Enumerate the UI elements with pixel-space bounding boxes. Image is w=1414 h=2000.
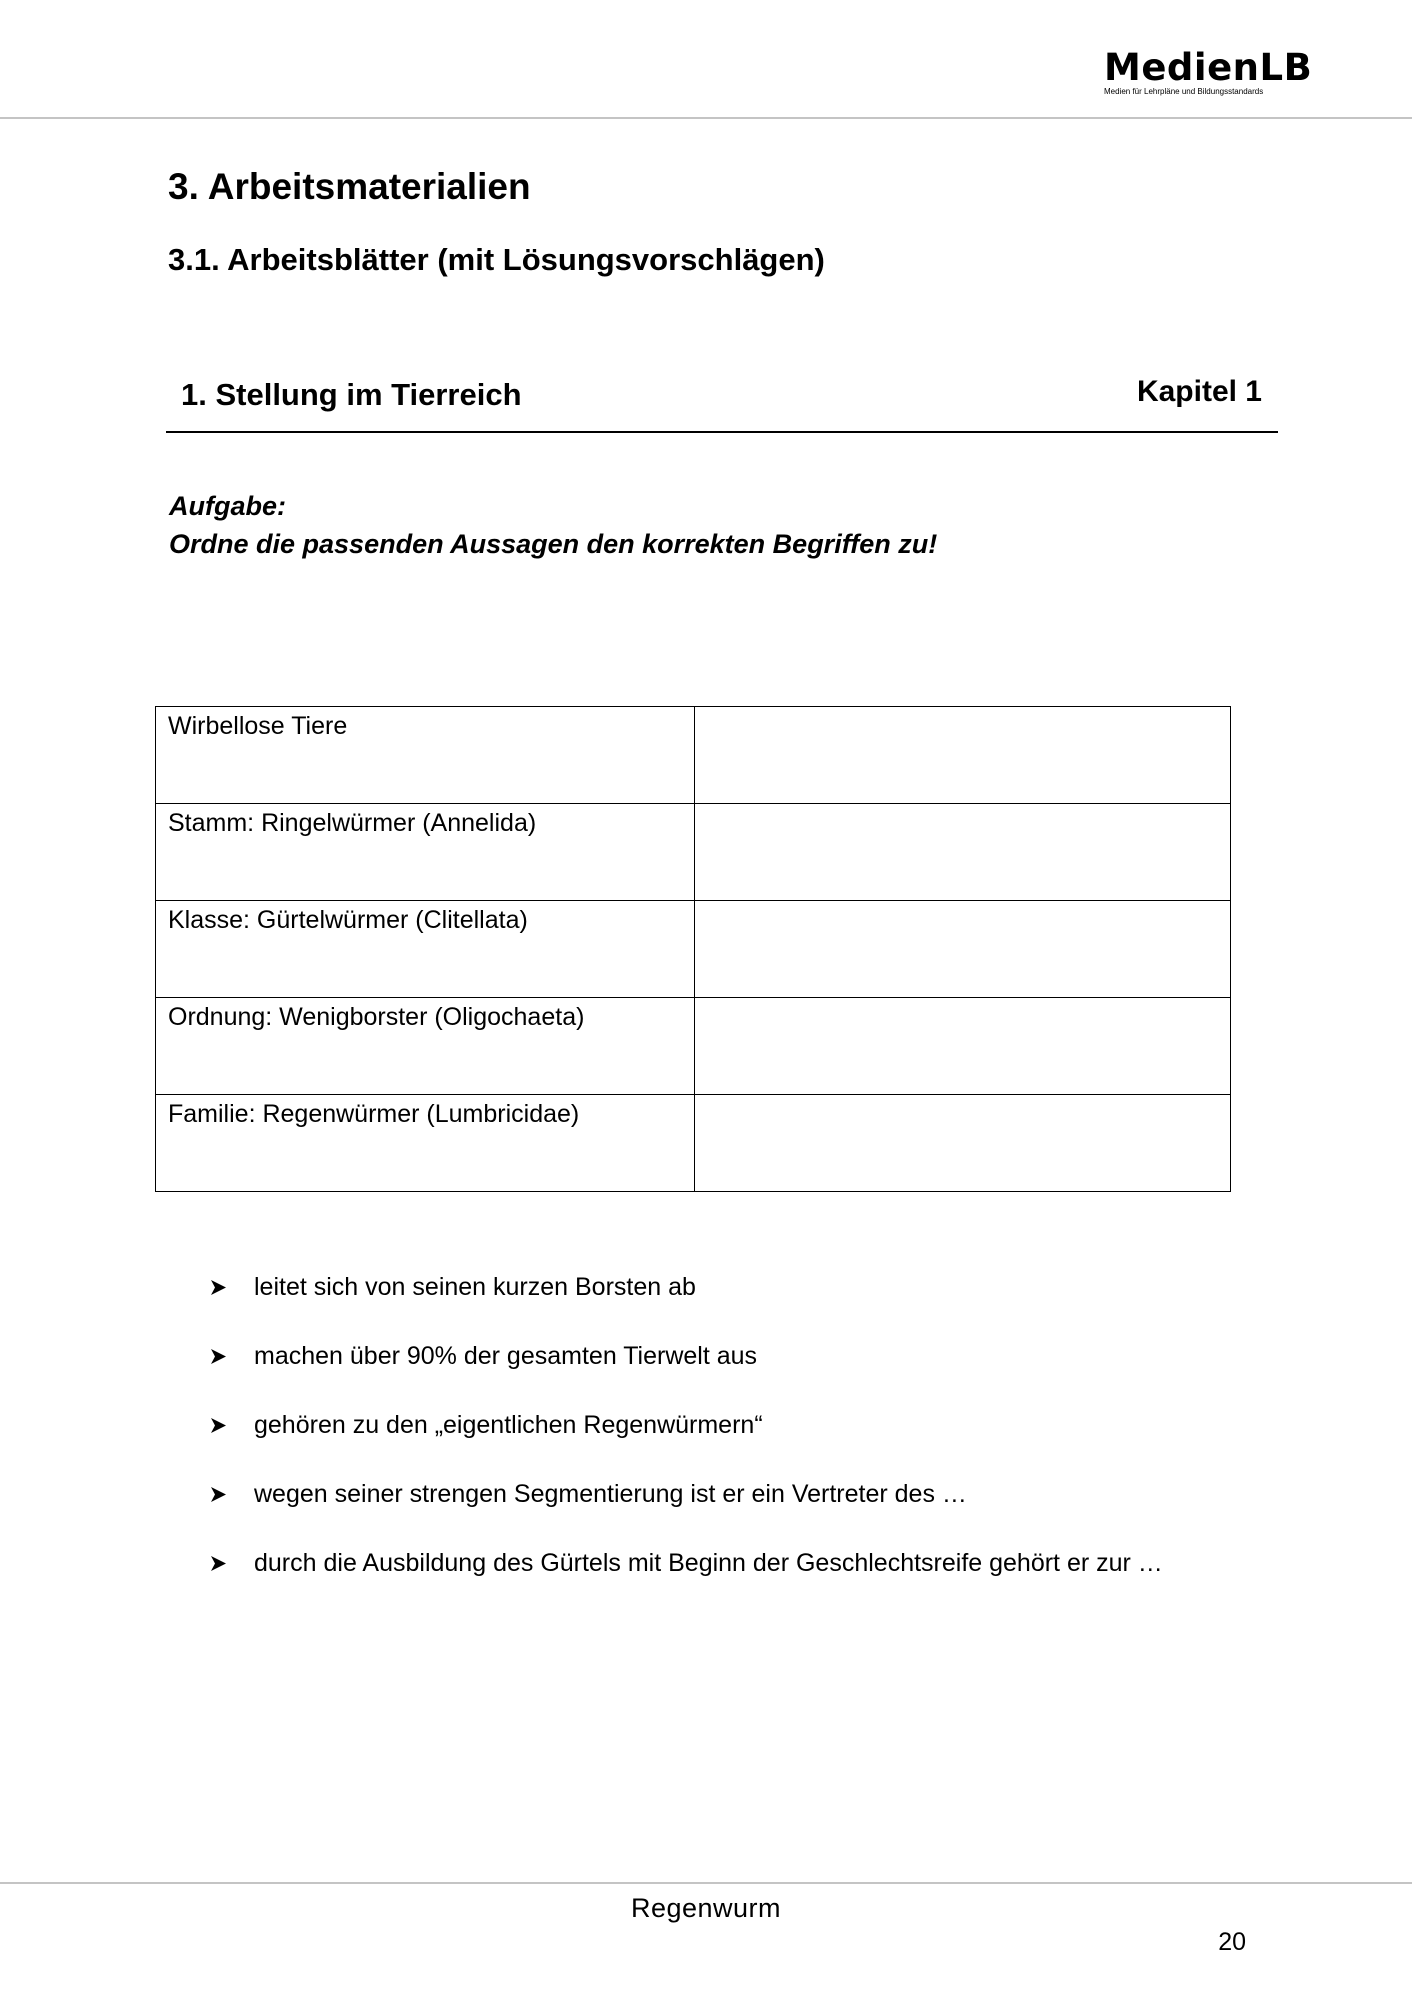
page-number: 20 (1218, 1928, 1246, 1956)
term-cell: Wirbellose Tiere (156, 707, 695, 804)
matching-table (155, 706, 1231, 1192)
term-cell: Ordnung: Wenigborster (Oligochaeta) (156, 998, 695, 1095)
list-item (210, 1341, 1163, 1410)
term-cell: Klasse: Gürtelwürmer (Clitellata) (156, 901, 695, 998)
statement-text: durch die Ausbildung des Gürtels mit Beginn der Geschlechtsreife gehört er zur … (254, 1549, 1163, 1577)
statement-text: machen über 90% der gesamten Tierwelt aus (254, 1342, 758, 1370)
task-instruction: Ordne die passenden Aussagen den korrekten Begriffen zu! (169, 529, 938, 559)
chapter-heading: 3. Arbeitsmaterialien (168, 166, 531, 207)
table-row (156, 901, 1231, 998)
footer-title: Regenwurm (630, 1893, 782, 1923)
subchapter-heading: 3.1. Arbeitsblätter (mit Lösungsvorschlägen) (168, 242, 825, 277)
arrow-bullet-icon (210, 1272, 254, 1296)
medienlb-logo (1104, 46, 1313, 96)
task-label: Aufgabe: (169, 491, 286, 521)
answer-cell[interactable] (695, 1095, 1231, 1192)
answer-cell[interactable] (695, 998, 1231, 1095)
statement-list (210, 1272, 1163, 1617)
table-row (156, 1095, 1231, 1192)
arrow-bullet-icon (210, 1410, 254, 1434)
logo-tagline: Medien für Lehrpläne und Bildungsstandards (1104, 87, 1264, 96)
list-item (210, 1479, 1163, 1548)
answer-cell[interactable] (695, 901, 1231, 998)
answer-cell[interactable] (695, 707, 1231, 804)
section-chapter-label: Kapitel 1 (1136, 375, 1262, 408)
statement-text: leitet sich von seinen kurzen Borsten ab (254, 1273, 696, 1301)
arrow-bullet-icon (210, 1548, 254, 1572)
table-row (156, 998, 1231, 1095)
header-divider (0, 117, 1412, 119)
answer-cell[interactable] (695, 804, 1231, 901)
logo-wordmark: MedienLB (1104, 46, 1313, 89)
term-cell: Stamm: Ringelwürmer (Annelida) (156, 804, 695, 901)
statement-text: wegen seiner strengen Segmentierung ist er ein Vertreter des … (254, 1480, 967, 1508)
arrow-bullet-icon (210, 1341, 254, 1365)
statement-text: gehören zu den „eigentlichen Regenwürmern“ (254, 1411, 763, 1439)
section-divider (166, 431, 1278, 433)
arrow-bullet-icon (210, 1479, 254, 1503)
table-row (156, 804, 1231, 901)
section-title: 1. Stellung im Tierreich (181, 377, 522, 412)
table-row (156, 707, 1231, 804)
list-item (210, 1272, 1163, 1341)
list-item (210, 1410, 1163, 1479)
footer-divider (0, 1882, 1412, 1884)
list-item (210, 1548, 1163, 1617)
term-cell: Familie: Regenwürmer (Lumbricidae) (156, 1095, 695, 1192)
